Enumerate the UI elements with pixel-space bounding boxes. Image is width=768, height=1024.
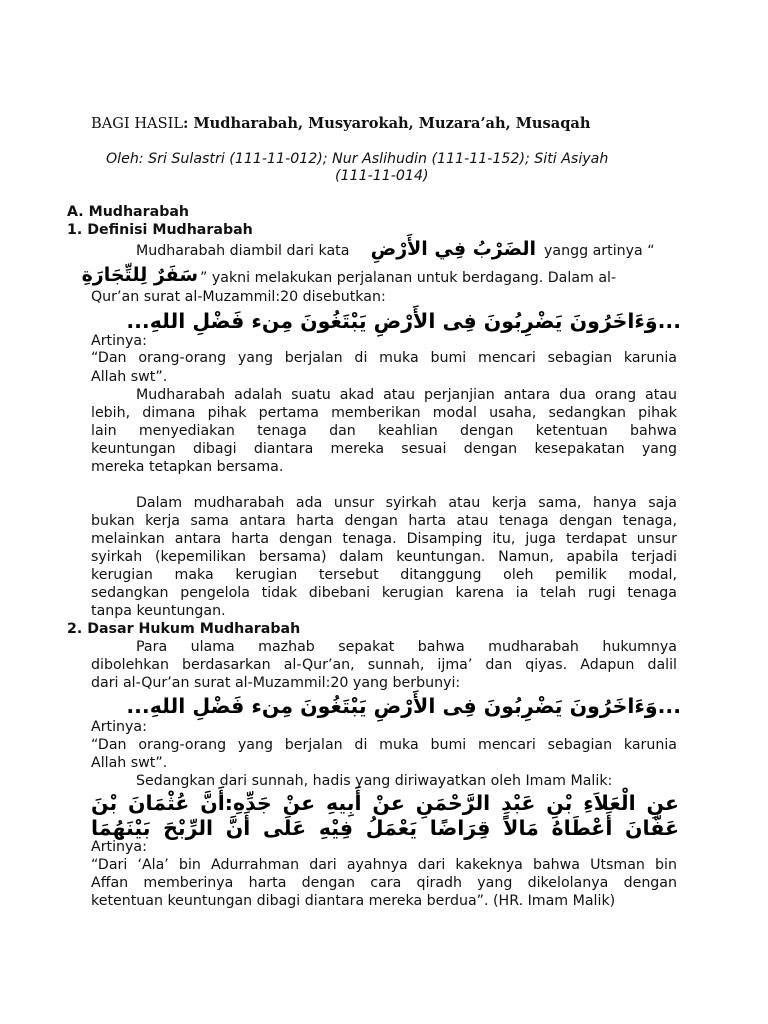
para-syirkah-line-1: Dalam mudharabah ada unsur syirkah atau kerja sama, hanya saja: [136, 495, 677, 511]
arabic-term-safar: سَفَرٌ لِلتِّجَارَةِ: [81, 264, 198, 286]
document-title: [91, 115, 590, 132]
translation-1-line-2: Allah swt”.: [91, 369, 168, 385]
para-syirkah-line-5: kerugian maka kerugian tersebut ditanggung oleh pemilik modal,: [91, 567, 677, 583]
sunnah-intro: Sedangkan dari sunnah, hadis yang diriwayatkan oleh Imam Malik:: [136, 773, 613, 789]
para-syirkah-line-4: syirkah (kepemilikan bersama) dalam keuntungan. Namun, apabila terjadi: [91, 549, 677, 565]
para-dasar-line-1: Para ulama mazhab sepakat bahwa mudharabah hukumnya: [136, 639, 677, 655]
definition-text-end: yangg artinya “: [544, 243, 655, 259]
artinya-label-2: Artinya:: [91, 719, 147, 735]
artinya-label-3: Artinya:: [91, 839, 147, 855]
translation-1-line-1: “Dan orang-orang yang berjalan di muka bumi mencari sebagian karunia: [91, 350, 677, 366]
para-def-line-1: Mudharabah adalah suatu akad atau perjanjian antara dua orang atau: [136, 387, 677, 403]
arabic-term-dharb: الضَرْبُ فِي الأَرْضِ: [370, 238, 536, 260]
para-def-line-3: lain menyediakan tenaga dan keahlian dengan ketentuan bahwa: [91, 423, 677, 439]
artinya-label-1: Artinya:: [91, 333, 147, 349]
subheading-dasar-hukum: 2. Dasar Hukum Mudharabah: [67, 621, 301, 637]
translation-2-line-1: “Dan orang-orang yang berjalan di muka bumi mencari sebagian karunia: [91, 737, 677, 753]
para-syirkah-line-7: tanpa keuntungan.: [91, 603, 226, 619]
translation-3-line-2: Affan memberinya harta dengan cara qiradh yang dikelolanya dengan: [91, 875, 677, 891]
translation-3-line-1: “Dari ‘Ala’ bin Adurrahman dari ayahnya dari kakeknya bahwa Utsman bin: [91, 857, 677, 873]
quran-verse-2: ...وَءَاخَرُونَ يَضْرِبُونَ فِى الأَرْضِ يَبْتَغُونَ مِنء فَضْلِ اللهِ...: [126, 694, 681, 718]
translation-3-line-3: ketentuan keuntungan dibagi diantara mereka berdua”. (HR. Imam Malik): [91, 893, 616, 909]
para-def-line-4: keuntungan dibagi diantara mereka sesuai dengan kesepakatan yang: [91, 441, 677, 457]
para-def-line-5: mereka tetapkan bersama.: [91, 459, 284, 475]
definition-source: Qur’an surat al-Muzammil:20 disebutkan:: [91, 289, 386, 305]
quran-verse-1: ...وَءَاخَرُونَ يَضْرِبُونَ فِى الأَرْضِ يَبْتَغُونَ مِنء فَضْلِ اللهِ...: [126, 309, 681, 333]
title-rest: : Mudharabah, Musyarokah, Muzara’ah, Musaqah: [183, 115, 591, 132]
para-dasar-line-3: dari al-Qur’an surat al-Muzammil:20 yang berbunyi:: [91, 675, 461, 691]
hadith-line-1: عنِ الْعَلاَءِ بْنِ عَبْدِ الرَّحْمَنِ عنْ أَبِيهِ عنْ جَدِّهِ:أَنَّ عُثْمَانَ بْنَ: [91, 791, 679, 815]
definition-meaning: ” yakni melakukan perjalanan untuk berdagang. Dalam al-: [200, 270, 617, 286]
para-syirkah-line-2: bukan kerja sama antara harta dengan harta atau tenaga dengan tenaga,: [91, 513, 677, 529]
translation-2-line-2: Allah swt”.: [91, 755, 168, 771]
para-dasar-line-2: dibolehkan berdasarkan al-Qur’an, sunnah, ijma’ dan qiyas. Adapun dalil: [91, 657, 677, 673]
para-syirkah-line-6: sedangkan pengelola tidak dibebani kerugian karena ia telah rugi tenaga: [91, 585, 677, 601]
authors-line-2: (111-11-014): [335, 168, 429, 184]
subheading-definisi: 1. Definisi Mudharabah: [67, 222, 253, 238]
section-heading-mudharabah: A. Mudharabah: [67, 204, 190, 220]
authors-line-1: Oleh: Sri Sulastri (111-11-012); Nur Aslihudin (111-11-152); Siti Asiyah: [106, 151, 609, 167]
para-def-line-2: lebih, dimana pihak pertama memberikan modal usaha, sedangkan pihak: [91, 405, 677, 421]
definition-text-start: Mudharabah diambil dari kata: [136, 243, 350, 259]
hadith-line-2: عَفَّانَ أَعْطَاهُ مَالاً قِرَاضًا يَعْمَلُ فِيْهِ عَلَى أَنَّ الرِّبْحَ بَيْنَهُمَا: [91, 816, 679, 840]
para-syirkah-line-3: melainkan antara harta dengan tenaga. Disamping itu, juga terdapat unsur: [91, 531, 677, 547]
title-prefix: BAGI HASIL: [91, 115, 184, 132]
